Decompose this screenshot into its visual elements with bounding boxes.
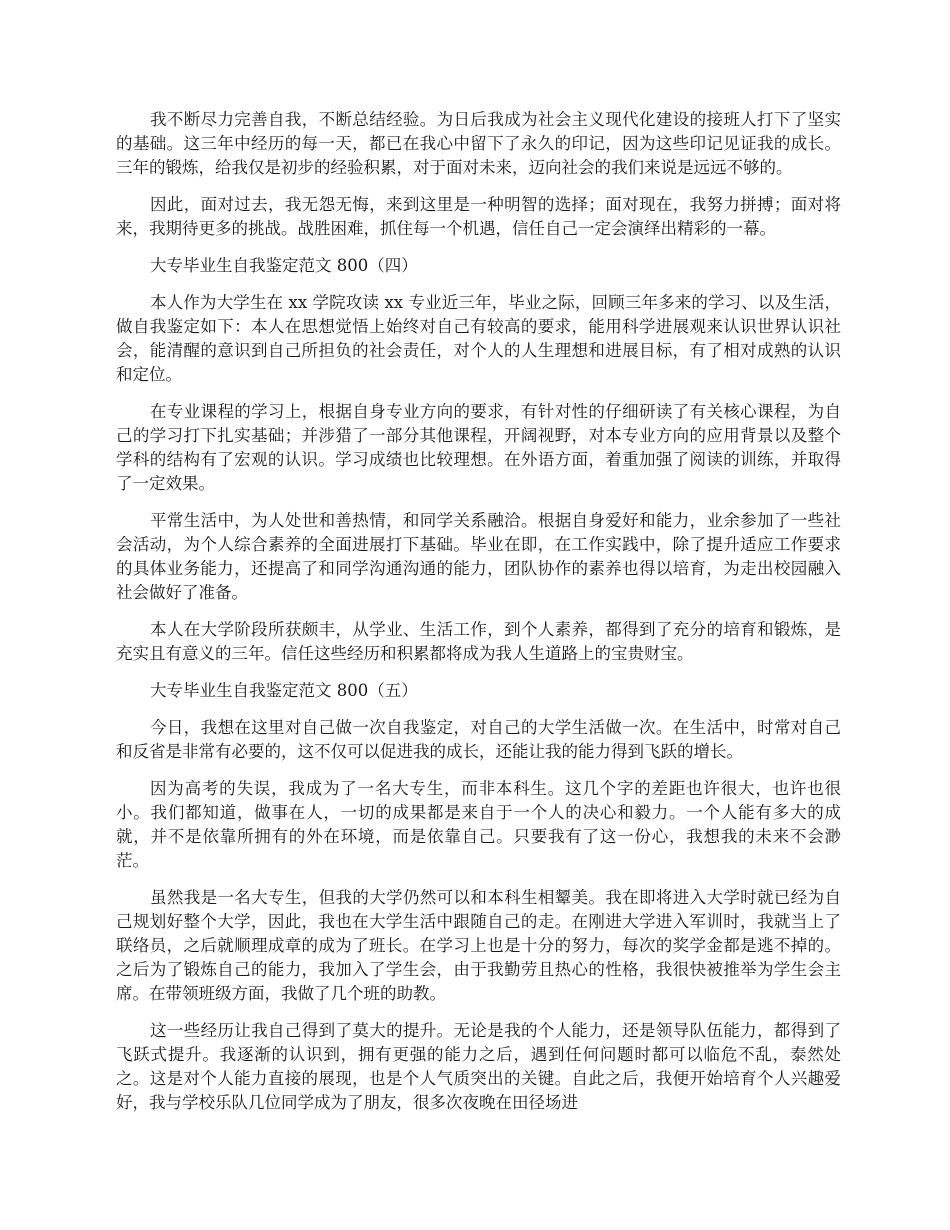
paragraph-10: 这一些经历让我自己得到了莫大的提升。无论是我的个人能力，还是领导队伍能力，都得到了飞跃式提升。我逐渐的认识到，拥有更强的能力之后，遇到任何问题时都可以临危不乱，泰然处之。这是对个人能力直接的展现，也是个人气质突出的关键。自此之后，我便开始培育个人兴趣爱好，我与学校乐队几位同学成为了朋友，很多次夜晚在田径场进 xyxy=(116,1021,841,1112)
paragraph-4: 在专业课程的学习上，根据自身专业方向的要求，有针对性的仔细研读了有关核心课程，为自己的学习打下扎实基础；并涉猎了一部分其他课程，开阔视野，对本专业方向的应用背景以及整个学科的结构有了宏观的认识。学习成绩也比较理想。在外语方面，着重加强了阅读的训练，并取得了一定效果。 xyxy=(116,402,841,493)
paragraph-6: 本人在大学阶段所获颇丰，从学业、生活工作，到个人素养，都得到了充分的培育和锻炼，是充实且有意义的三年。信任这些经历和积累都将成为我人生道路上的宝贵财宝。 xyxy=(116,620,841,663)
paragraph-9: 虽然我是一名大专生，但我的大学仍然可以和本科生相颦美。我在即将进入大学时就已经为自己规划好整个大学，因此，我也在大学生活中跟随自己的走。在刚进大学进入军训时，我就当上了联络员，之后就顺理成章的成为了班长。在学习上也是十分的努力，每次的奖学金都是逃不掉的。之后为了锻炼自己的能力，我加入了学生会，由于我勤劳且热心的性格，我很快被推举为学生会主席。在带领班级方面，我做了几个班的助教。 xyxy=(116,888,841,1003)
paragraph-2: 因此，面对过去，我无怨无悔，来到这里是一种明智的选择；面对现在，我努力拼搏；面对将来，我期待更多的挑战。战胜困难，抓住每一个机遇，信任自己一定会演绎出精彩的一幕。 xyxy=(116,195,841,238)
paragraph-5: 平常生活中，为人处世和善热情，和同学关系融洽。根据自身爱好和能力，业余参加了一些社会活动，为个人综合素养的全面进展打下基础。毕业在即，在工作实践中，除了提升适应工作要求的具体业务能力，还提高了和同学沟通沟通的能力，团队协作的素养也得以培育，为走出校园融入社会做好了准备。 xyxy=(116,511,841,602)
paragraph-7: 今日，我想在这里对自己做一次自我鉴定，对自己的大学生活做一次。在生活中，时常对自己和反省是非常有必要的，这不仅可以促进我的成长，还能让我的能力得到飞跃的增长。 xyxy=(116,718,841,761)
paragraph-1: 我不断尽力完善自我，不断总结经验。为日后我成为社会主义现代化建设的接班人打下了坚实的基础。这三年中经历的每一天，都已在我心中留下了永久的印记，因为这些印记见证我的成长。三年的锻炼，给我仅是初步的经验积累，对于面对未来，迈向社会的我们来说是远远不够的。 xyxy=(116,110,841,177)
document-body xyxy=(116,108,841,1128)
paragraph-8: 因为高考的失误，我成为了一名大专生，而非本科生。这几个字的差距也许很大，也许也很小。我们都知道，做事在人，一切的成果都是来自于一个人的决心和毅力。一个人能有多大的成就，并不是依靠所拥有的外在环境，而是依靠自己。只要我有了这一份心，我想我的未来不会渺茫。 xyxy=(116,779,841,870)
section-heading-5: 大专毕业生自我鉴定范文 800（五） xyxy=(150,681,418,700)
section-heading-4: 大专毕业生自我鉴定范文 800（四） xyxy=(150,256,418,275)
paragraph-3: 本人作为大学生在 xx 学院攻读 xx 专业近三年，毕业之际，回顾三年多来的学习、以及生活，做自我鉴定如下：本人在思想觉悟上始终对自己有较高的要求，能用科学进展观来认识世界认识社会，能清醒的意识到自己所担负的社会责任，对个人的人生理想和进展目标，有了相对成熟的认识和定位。 xyxy=(116,293,841,384)
